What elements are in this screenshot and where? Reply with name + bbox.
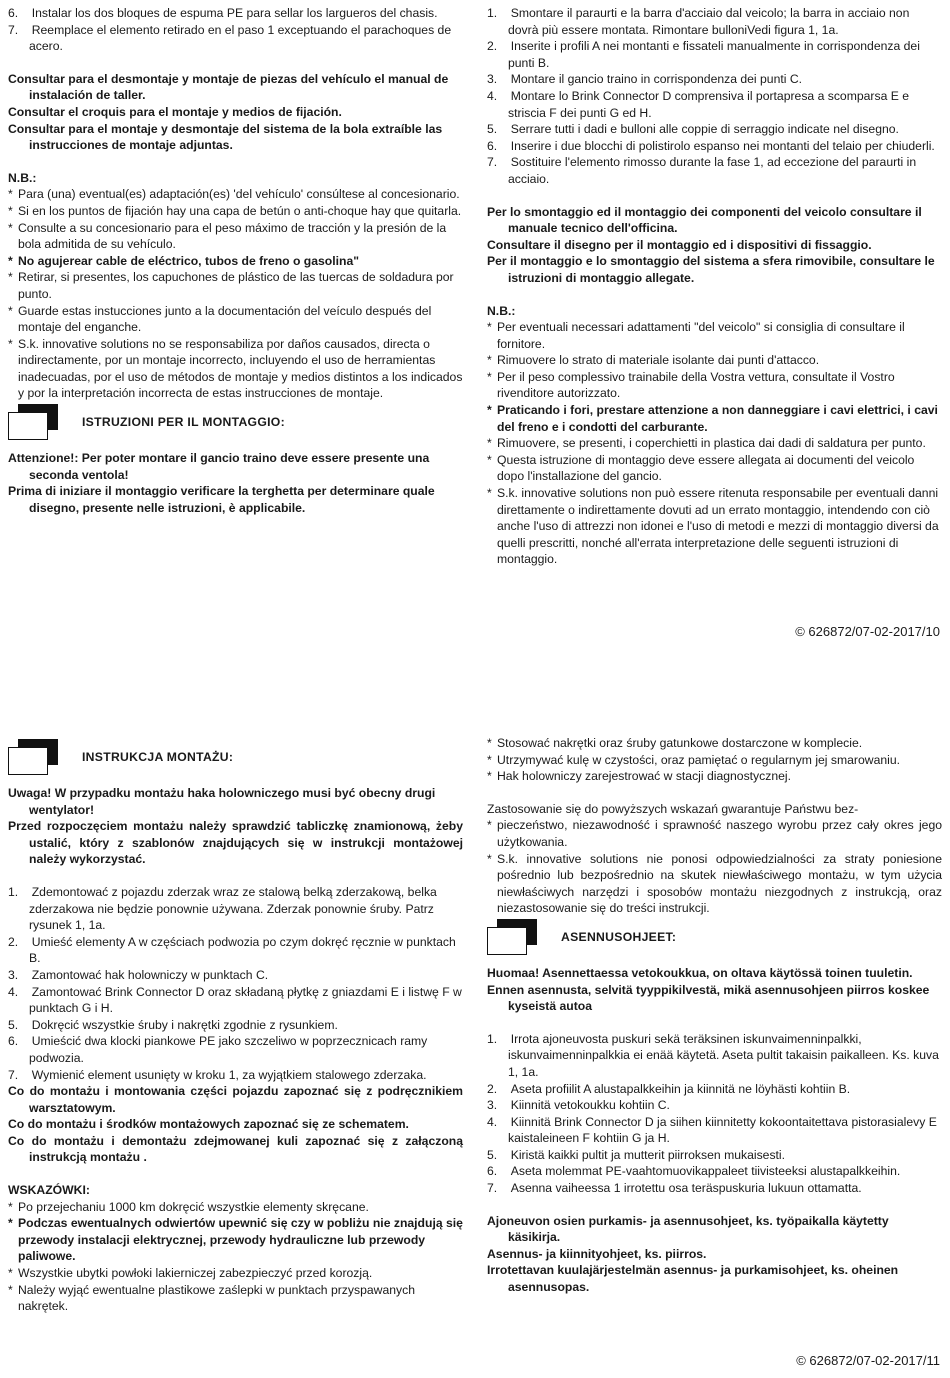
nb-item: * Rimuovere lo strato di materiale isolante dai punti d'attacco.	[487, 353, 820, 368]
nb-item: * Praticando i fori, prestare attenzione a non danneggiare i cavi elettrici, i cavi del freno e i condotti del carburante.	[487, 403, 938, 434]
nb-item: * Per il peso complessivo trainabile della Vostra vettura, consultate il Vostro rivenditore autorizzato.	[487, 369, 895, 401]
es-bold-note: Consultar el croquis para el montaje y medios de fijación.	[8, 104, 342, 119]
nb-item: * Si en los puntos de fijación hay una capa de betún o anti-choque hay que quitarla.	[8, 203, 462, 218]
nb-item: * S.k. innovative solutions non può essere ritenuta responsabile per eventuali danni direttamente o indirettamente dovuti ad un errato montaggio, intendendo con ciò anche l'uso di attrezzi non idonei e l'uso di metodi e mezzi di montaggio diversi da quelli prescritti, nonché all'errata interpretazione delle seguenti istruzioni di montaggio.	[487, 486, 939, 567]
list-item: 4. Kiinnitä Brink Connector D ja siihen kiinnitetty kokoontaitettava pistorasialevy E kaistaleineen F kohtiin G ja H.	[487, 1114, 937, 1146]
fi-warning: Ennen asennusta, selvitä tyyppikilvestä, mikä asennusohjeen piirros koskee kyseistä autoa	[487, 982, 930, 1014]
list-item: 2. Umieść elementy A w częściach podwozia po czym dokręć ręcznie w punktach B.	[8, 934, 456, 966]
list-item: 2. Inserite i profili A nei montanti e fissateli manualmente in corrispondenza dei punti B.	[487, 39, 920, 70]
nb-item: * Należy wyjąć ewentualne plastikowe zaślepki w punktach przyspawanych nakrętek.	[8, 1282, 415, 1314]
list-item: 6. Inserire i due blocchi di polistirolo espanso nei montanti del telaio per chiuderli.	[487, 138, 935, 153]
list-item: 1. Smontare il paraurti e la barra d'acciaio dal veicolo; la barra in acciaio non dovrà più essere montata. Rimontare bulloniVedi figura 1, 1a.	[487, 6, 910, 37]
section-title: ISTRUZIONI PER IL MONTAGGIO:	[82, 414, 285, 429]
language-flag-icon	[8, 404, 60, 440]
page10-right-column	[487, 5, 942, 568]
nb-item: * Hak holowniczy zarejestrować w stacji diagnostycznej.	[487, 769, 791, 784]
list-item: 4. Montare lo Brink Connector D comprensiva il portapresa a scomparsa E e striscia F dei punti G ed H.	[487, 88, 910, 120]
es-steps-list	[8, 5, 463, 55]
it-bold-note: Per lo smontaggio ed il montaggio dei componenti del veicolo consultare il manuale tecnico dell'officina.	[487, 204, 922, 236]
nb-item: * Per eventuali necessari adattamenti "del veicolo" si consiglia di consultare il fornitore.	[487, 320, 905, 351]
list-item: 7. Asenna vaiheessa 1 irrotettu osa teräspuskuria lukuun ottamatta.	[487, 1181, 862, 1196]
nb-item: * Podczas ewentualnych odwiertów upewnić się czy w pobliżu nie znajdują się przewody instalacji elektrycznej, przewody hydrauliczne lub przewody paliwowe.	[8, 1216, 463, 1264]
list-item: 4. Zamontować Brink Connector D oraz składaną płytkę z gniazdami E i listwę F w punktach G i H.	[8, 984, 462, 1016]
list-item: 3. Zamontować hak holowniczy w punktach C.	[8, 967, 269, 982]
nb-item: * Wszystkie ubytki powłoki lakierniczej zabezpieczyć przed korozją.	[8, 1266, 373, 1281]
nb-item: * Guarde estas instucciones junto a la documentación del veículo después del montaje del enganche.	[8, 303, 432, 335]
es-bold-note: Consultar para el desmontaje y montaje de piezas del vehículo el manual de instalación de taller.	[8, 71, 449, 103]
nb-item: * Retirar, si presentes, los capuchones de plástico de las tuercas de soldadura por punto.	[8, 270, 454, 301]
fi-bold-note: Irrotettavan kuulajärjestelmän asennus- ja purkamisohjeet, ks. oheinen asennusopas.	[487, 1263, 899, 1295]
pl-section-header	[8, 737, 463, 777]
list-item: 3. Kiinnitä vetokoukku kohtiin C.	[487, 1098, 670, 1113]
language-flag-icon	[487, 919, 539, 955]
pl-nb-title: WSKAZÓWKI:	[8, 1183, 90, 1198]
it-nb-title: N.B.:	[487, 303, 516, 318]
it-warning: Prima di iniziare il montaggio verificare la terghetta per determinare quale disegno, presente nelle istruzioni, è applicabile.	[8, 484, 435, 515]
list-item: 6. Umieścić dwa klocki piankowe PE jako szczeliwo w poprzecznicach ramy podwozia.	[8, 1034, 428, 1065]
fi-section-header	[487, 917, 942, 957]
list-item: 7. Wymienić element usunięty w kroku 1, za wyjątkiem stalowego zderzaka.	[8, 1067, 427, 1082]
list-item: 7. Reemplace el elemento retirado en el paso 1 exceptuando el parachoques de acero.	[8, 22, 452, 54]
nb-item: * No agujerear cable de eléctrico, tubos de freno o gasolina"	[8, 253, 360, 268]
list-item: 2. Aseta profiilit A alustapalkkeihin ja kiinnitä ne löyhästi kohtiin B.	[487, 1081, 851, 1096]
pl-warning: Uwaga! W przypadku montażu haka holowniczego musi być obecny drugi wentylator!	[8, 786, 436, 817]
pl-nb-list-2	[487, 817, 942, 917]
list-item: 6. Instalar los dos bloques de espuma PE para sellar los largueros del chasis.	[8, 6, 438, 20]
it-steps-list	[487, 5, 942, 188]
nb-item: * pieczeństwo, niezawodność i sprawność naszego wyrobu przez cały okres jego użytkowania.	[487, 818, 942, 849]
list-item: 6. Aseta molemmat PE-vaahtomuovikappaleet tiivisteeksi alustapalkkeihin.	[487, 1164, 901, 1179]
fi-steps-list	[487, 1031, 942, 1197]
pl-nb-list	[8, 1199, 463, 1315]
list-item: 5. Serrare tutti i dadi e bulloni alle coppie di serraggio indicate nel disegno.	[487, 122, 899, 137]
pl-bold-note: Co do montażu i demontażu zdejmowanej kuli zapoznać się z załączoną instrukcją montażu .	[8, 1133, 463, 1165]
nb-item: * Rimuovere, se presenti, i coperchietti in plastica dai dadi di saldatura per punto.	[487, 436, 926, 451]
es-nb-title: N.B.:	[8, 170, 37, 185]
nb-item: * Po przejechaniu 1000 km dokręcić wszystkie elementy skręcane.	[8, 1199, 369, 1214]
list-item: 3. Montare il gancio traino in corrispondenza dei punti C.	[487, 72, 803, 87]
pl-closing-intro: Zastosowanie się do powyższych wskazań gwarantuje Państwu bez-	[487, 801, 859, 816]
it-nb-list	[487, 319, 942, 568]
nb-item: * Questa istruzione di montaggio deve essere allegata ai documenti del veicolo dopo l'installazione del gancio.	[487, 452, 915, 484]
page11-footer: © 626872/07-02-2017/11	[796, 1353, 940, 1368]
it-bold-note: Per il montaggio e lo smontaggio del sistema a sfera rimovibile, consultare le istruzioni di montaggio allegate.	[487, 254, 935, 285]
nb-item: * S.k. innovative solutions nie ponosi odpowiedzialności za straty poniesione pośrednio lub bezpośrednio na skutek niewłaściwego montażu, w tym użycia niewłaściwych narzędzi i sposobów montażu niezgodnych z instrukcją, oraz niezastosowanie się do treści instrukcji.	[487, 851, 942, 916]
page10-footer: © 626872/07-02-2017/10	[795, 624, 940, 639]
it-warning: Attenzione!: Per poter montare il gancio traino deve essere presente una seconda ventola!	[8, 451, 430, 482]
language-flag-icon	[8, 739, 60, 775]
list-item: 1. Zdemontować z pojazdu zderzak wraz ze stalową belką zderzakową, belka zderzakowa nie będzie ponownie używana. Zderzak ponownie śruby. Patrz rysunek 1, 1a.	[8, 884, 437, 933]
section-title: ASENNUSOHJEET:	[561, 929, 677, 944]
es-bold-note: Consultar para el montaje y desmontaje del sistema de la bola extraíble las instrucciones de montaje adjuntas.	[8, 121, 443, 153]
pl-warning: Przed rozpoczęciem montażu należy sprawdzić tabliczkę znamionową, żeby ustalić, który z szablonów znajdujących się w instrukcji montażowej należy wykorzystać.	[8, 819, 463, 867]
list-item: 5. Kiristä kaikki pultit ja mutterit piirroksen mukaisesti.	[487, 1147, 786, 1162]
fi-bold-note: Ajoneuvon osien purkamis- ja asennusohjeet, ks. työpaikalla käytetty käsikirja.	[487, 1213, 889, 1245]
section-title: INSTRUKCJA MONTAŻU:	[82, 749, 234, 764]
page11-right-column	[487, 735, 942, 1296]
pl-nb-list-cont	[487, 735, 942, 785]
fi-bold-note: Asennus- ja kiinnityohjeet, ks. piirros.	[487, 1246, 707, 1261]
list-item: 7. Sostituire l'elemento rimosso durante la fase 1, ad eccezione del paraurti in acciaio.	[487, 155, 917, 186]
page11-left-column	[8, 737, 463, 1315]
page10-left-column	[8, 5, 463, 516]
pl-bold-note: Co do montażu i środków montażowych zapoznać się ze schematem.	[8, 1117, 409, 1132]
pl-steps-list	[8, 884, 463, 1083]
pl-bold-note: Co do montażu i montowania części pojazdu zapoznać się z podręcznikiem warsztatowym.	[8, 1084, 463, 1115]
nb-item: * Stosować nakrętki oraz śruby gatunkowe dostarczone w komplecie.	[487, 736, 863, 750]
es-nb-list	[8, 186, 463, 402]
it-section-header	[8, 402, 463, 442]
nb-item: * Consulte a su concesionario para el peso máximo de tracción y la presión de la bola admitida de su vehículo.	[8, 220, 447, 252]
list-item: 1. Irrota ajoneuvosta puskuri sekä teräksinen iskunvaimenninpalkki, iskunvaimenninpalkkia ei enää käytetä. Aseta pultit takaisin paikalleen. Ks. kuva 1, 1a.	[487, 1031, 939, 1079]
nb-item: * S.k. innovative solutions no se responsabiliza por daños causados, directa o indirectamente, por un montaje incorrecto, incluyendo el uso de herramientas inadecuadas, por el uso de métodos de montaje y medios distintos a los indicados y por la interpretación incorrecta de estas instrucciones de montaje.	[8, 336, 463, 401]
nb-item: * Para (una) eventual(es) adaptación(es) 'del vehículo' consúltese al concesionario.	[8, 187, 460, 202]
fi-warning: Huomaa! Asennettaessa vetokoukkua, on oltava käytössä toinen tuuletin.	[487, 965, 913, 980]
it-bold-note: Consultare il disegno per il montaggio ed i dispositivi di fissaggio.	[487, 237, 872, 252]
list-item: 5. Dokręcić wszystkie śruby i nakrętki zgodnie z rysunkiem.	[8, 1017, 338, 1032]
nb-item: * Utrzymywać kulę w czystości, oraz pamiętać o regularnym jej smarowaniu.	[487, 752, 900, 767]
